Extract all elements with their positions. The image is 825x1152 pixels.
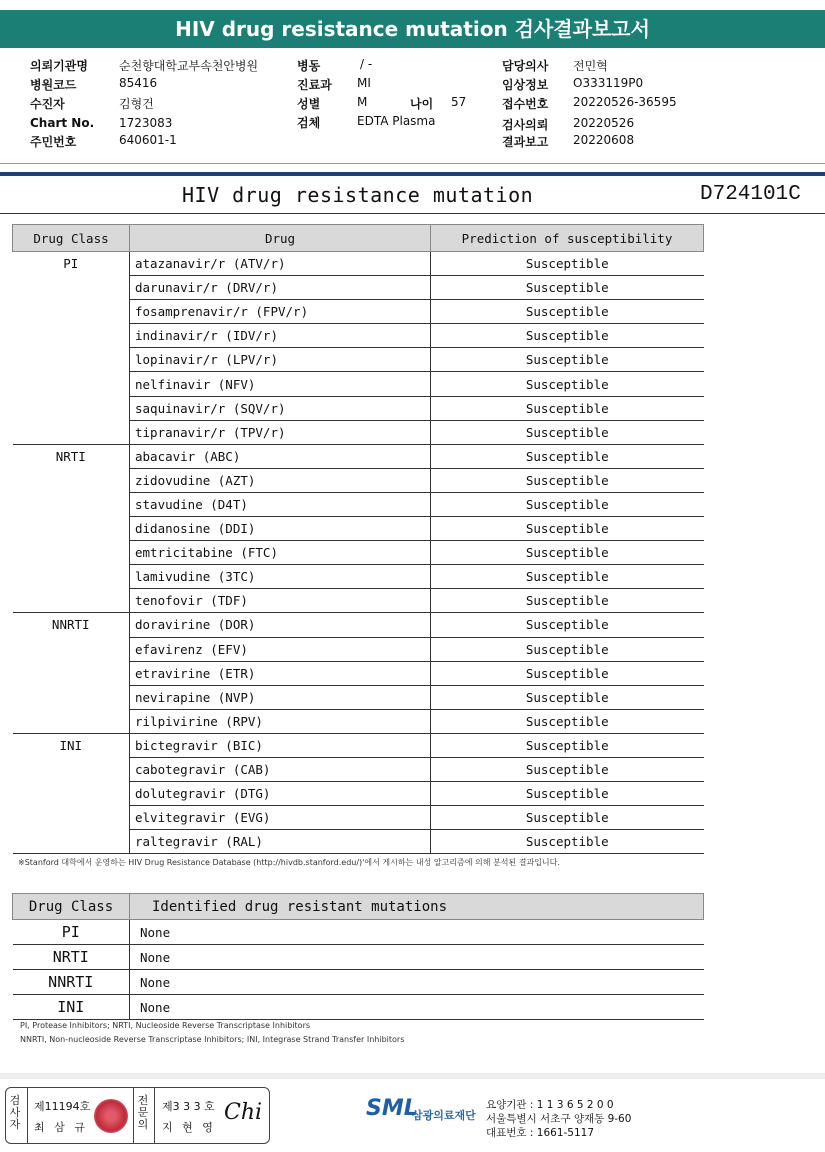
- dept-value: MI: [357, 76, 371, 90]
- sex-label: 성별: [297, 97, 321, 111]
- receipt-value: 20220526-36595: [573, 95, 677, 109]
- drug-cell: emtricitabine (FTC): [130, 541, 431, 565]
- prediction-cell: Susceptible: [431, 637, 704, 661]
- examiner-label: 검사자: [9, 1094, 21, 1131]
- drug-cell: efavirenz (EFV): [130, 637, 431, 661]
- table-row: [13, 613, 704, 637]
- mutation-class-cell: INI: [13, 995, 130, 1020]
- receipt-label: 접수번호: [502, 97, 549, 111]
- mutation-class-cell: NRTI: [13, 945, 130, 970]
- table-row: [13, 252, 704, 276]
- prediction-cell: Susceptible: [431, 589, 704, 613]
- footer-band: [0, 1073, 825, 1079]
- drug-cell: saquinavir/r (SQV/r): [130, 396, 431, 420]
- drug-cell: tenofovir (TDF): [130, 589, 431, 613]
- database-note: ※Stanford 대학에서 운영하는 HIV Drug Resistance Database (http://hivdb.stanford.edu/)'에서 게시하는 내성 알고리즘에 의해 분석된 결과입니다.: [18, 858, 560, 867]
- prediction-cell: Susceptible: [431, 300, 704, 324]
- mutation-value-cell: None: [130, 970, 704, 995]
- institution-value: 순천향대학교부속천안병원: [119, 59, 259, 73]
- prediction-cell: Susceptible: [431, 782, 704, 806]
- clinical-label: 임상정보: [502, 78, 549, 92]
- col-header-drug: Drug: [130, 225, 431, 252]
- sig-divider: [154, 1087, 155, 1143]
- prediction-cell: Susceptible: [431, 613, 704, 637]
- sml-logo: [366, 1096, 418, 1121]
- col-header-prediction: Prediction of susceptibility: [431, 225, 704, 252]
- examiner-seal: [94, 1099, 128, 1133]
- ward-label: 병동: [297, 59, 321, 73]
- col-header-class: Drug Class: [13, 225, 130, 252]
- drug-cell: dolutegravir (DTG): [130, 782, 431, 806]
- hospital-code-label: 병원코드: [30, 78, 77, 92]
- abbrev-legend-2: NNRTI, Non-nucleoside Reverse Transcriptase Inhibitors; INI, Integrase Strand Transfer Inhibitors: [20, 1035, 405, 1044]
- sex-value: M: [357, 95, 368, 109]
- prediction-cell: Susceptible: [431, 830, 704, 854]
- prediction-cell: Susceptible: [431, 757, 704, 781]
- prediction-cell: Susceptible: [431, 468, 704, 492]
- drug-cell: rilpivirine (RPV): [130, 709, 431, 733]
- abbrev-legend-1: PI, Protease Inhibitors; NRTI, Nucleoside Reverse Transcriptase Inhibitors: [20, 1021, 311, 1030]
- mutation-class-cell: NNRTI: [13, 970, 130, 995]
- specialist-label: 전문의: [137, 1094, 149, 1131]
- mutations-table: [12, 893, 704, 1020]
- age-value: 57: [451, 95, 467, 109]
- prediction-cell: Susceptible: [431, 348, 704, 372]
- specimen-value: EDTA Plasma: [357, 114, 436, 128]
- drug-class-cell: INI: [13, 733, 130, 853]
- ward-value: / -: [360, 57, 373, 71]
- drug-cell: abacavir (ABC): [130, 444, 431, 468]
- prediction-cell: Susceptible: [431, 420, 704, 444]
- prediction-cell: Susceptible: [431, 685, 704, 709]
- section-divider: [0, 172, 825, 176]
- prediction-cell: Susceptible: [431, 276, 704, 300]
- request-label: 검사의뢰: [502, 118, 549, 132]
- id-value: 640601-1: [119, 133, 177, 147]
- drug-cell: lopinavir/r (LPV/r): [130, 348, 431, 372]
- specialist-name: 지 현 영: [162, 1121, 216, 1134]
- header-divider: [0, 163, 825, 164]
- drug-cell: raltegravir (RAL): [130, 830, 431, 854]
- examiner-no: 제11194호: [34, 1100, 91, 1113]
- drug-cell: tipranavir/r (TPV/r): [130, 420, 431, 444]
- drug-cell: stavudine (D4T): [130, 492, 431, 516]
- mutation-value-cell: None: [130, 945, 704, 970]
- drug-cell: atazanavir/r (ATV/r): [130, 252, 431, 276]
- drug-cell: lamivudine (3TC): [130, 565, 431, 589]
- prediction-cell: Susceptible: [431, 444, 704, 468]
- specimen-label: 검체: [297, 116, 321, 130]
- drug-cell: etravirine (ETR): [130, 661, 431, 685]
- request-value: 20220526: [573, 116, 635, 130]
- prediction-cell: Susceptible: [431, 396, 704, 420]
- mutation-row: [13, 970, 704, 995]
- prediction-cell: Susceptible: [431, 709, 704, 733]
- report-title-banner: HIV drug resistance mutation 검사결과보고서: [0, 10, 825, 48]
- specialist-no: 제3 3 3 호: [162, 1100, 215, 1113]
- title-underline: [0, 213, 825, 214]
- patient-value: 김형건: [119, 97, 154, 111]
- prediction-cell: Susceptible: [431, 806, 704, 830]
- patient-label: 수진자: [30, 97, 65, 111]
- mutation-row: [13, 920, 704, 945]
- table-row: [13, 733, 704, 757]
- lab-address: 서울특별시 서초구 양재동 9-60: [486, 1113, 632, 1125]
- drug-cell: cabotegravir (CAB): [130, 757, 431, 781]
- prediction-cell: Susceptible: [431, 733, 704, 757]
- id-label: 주민번호: [30, 135, 77, 149]
- drug-cell: indinavir/r (IDV/r): [130, 324, 431, 348]
- drug-cell: fosamprenavir/r (FPV/r): [130, 300, 431, 324]
- prediction-cell: Susceptible: [431, 517, 704, 541]
- doctor-value: 전민혁: [573, 59, 608, 73]
- mutation-class-cell: PI: [13, 920, 130, 945]
- drug-class-cell: NNRTI: [13, 613, 130, 733]
- doctor-label: 담당의사: [502, 59, 549, 73]
- sml-logo-text: SML: [366, 1096, 418, 1121]
- lab-code: 요양기관 : 1 1 3 6 5 2 0 0: [486, 1099, 614, 1111]
- chart-label: Chart No.: [30, 116, 95, 130]
- mut-col-header-class: Drug Class: [13, 894, 130, 920]
- drug-cell: zidovudine (AZT): [130, 468, 431, 492]
- report-label: 결과보고: [502, 135, 549, 149]
- prediction-cell: Susceptible: [431, 492, 704, 516]
- drug-cell: bictegravir (BIC): [130, 733, 431, 757]
- mutation-value-cell: None: [130, 995, 704, 1020]
- drug-cell: darunavir/r (DRV/r): [130, 276, 431, 300]
- drug-cell: nevirapine (NVP): [130, 685, 431, 709]
- drug-cell: elvitegravir (EVG): [130, 806, 431, 830]
- prediction-cell: Susceptible: [431, 324, 704, 348]
- sig-divider: [27, 1087, 28, 1143]
- table-row: [13, 444, 704, 468]
- examiner-name: 최 삼 규: [34, 1121, 88, 1134]
- mutation-row: [13, 945, 704, 970]
- drug-cell: didanosine (DDI): [130, 517, 431, 541]
- lab-phone: 대표번호 : 1661-5117: [486, 1127, 595, 1139]
- drug-cell: doravirine (DOR): [130, 613, 431, 637]
- dept-label: 진료과: [297, 78, 332, 92]
- age-label: 나이: [410, 97, 434, 111]
- prediction-cell: Susceptible: [431, 372, 704, 396]
- test-code: D724101C: [700, 183, 801, 206]
- hospital-code-value: 85416: [119, 76, 158, 90]
- prediction-cell: Susceptible: [431, 252, 704, 276]
- report-value: 20220608: [573, 133, 635, 147]
- prediction-cell: Susceptible: [431, 541, 704, 565]
- prediction-cell: Susceptible: [431, 565, 704, 589]
- institution-label: 의뢰기관명: [30, 59, 88, 73]
- section-title: HIV drug resistance mutation: [182, 183, 534, 207]
- sig-divider: [133, 1087, 134, 1143]
- mutation-value-cell: None: [130, 920, 704, 945]
- signature: Chi: [224, 1100, 263, 1125]
- org-name: 삼광의료재단: [412, 1109, 476, 1122]
- prediction-cell: Susceptible: [431, 661, 704, 685]
- mutation-row: [13, 995, 704, 1020]
- drug-class-cell: NRTI: [13, 444, 130, 613]
- chart-value: 1723083: [119, 116, 173, 130]
- mut-col-header-mutations: Identified drug resistant mutations: [130, 894, 704, 920]
- clinical-value: O333119P0: [573, 76, 644, 90]
- drug-class-cell: PI: [13, 252, 130, 445]
- drug-cell: nelfinavir (NFV): [130, 372, 431, 396]
- susceptibility-table: [12, 224, 704, 854]
